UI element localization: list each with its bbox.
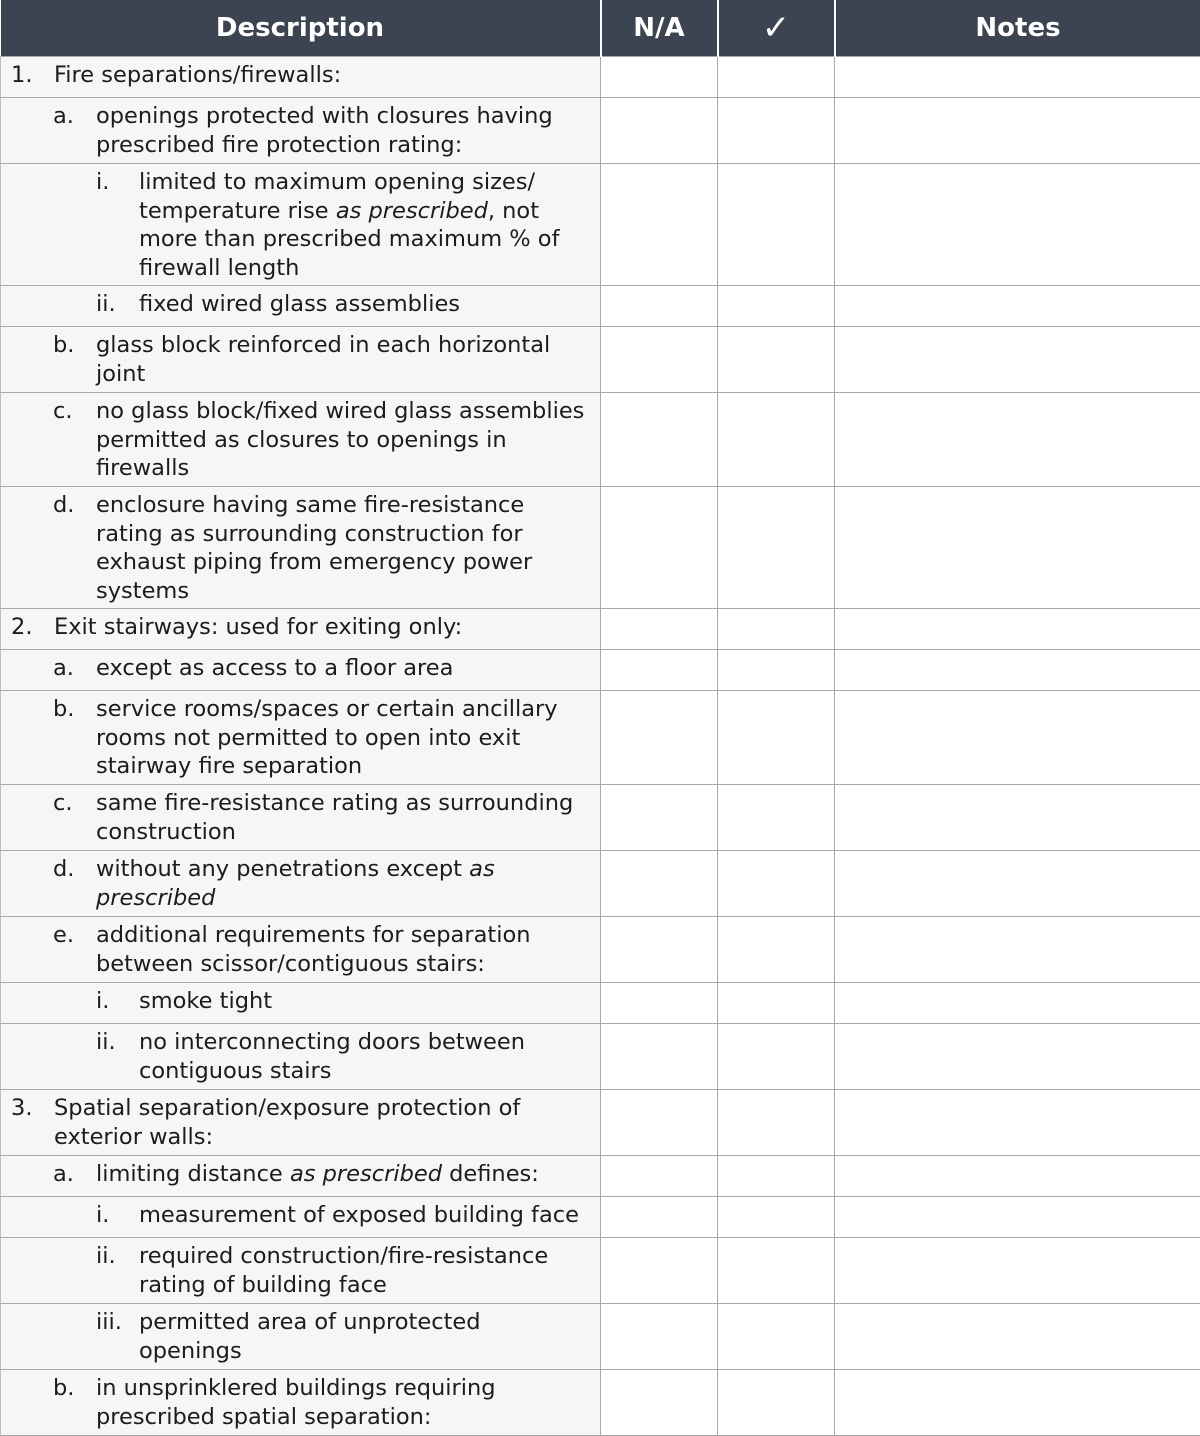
notes-cell[interactable] [835,785,1200,851]
na-cell[interactable] [601,1156,718,1197]
header-row [1,0,1200,57]
na-cell[interactable] [601,983,718,1024]
notes-cell[interactable] [835,1156,1200,1197]
item-description [1,487,601,609]
table-row [1,1156,1200,1197]
item-text-part: additional requirements for separation between scissor/contiguous stairs: [96,922,530,977]
item-text-part: measurement of exposed building face [139,1202,579,1228]
item-text-part: same fire-resistance rating as surrounding construction [96,790,573,845]
na-cell[interactable] [601,164,718,286]
item-number: 1. [11,61,54,90]
item-text-part: defines: [442,1161,539,1187]
na-cell[interactable] [601,57,718,98]
item-description [1,1024,601,1090]
item-description [1,1304,601,1370]
table-row [1,1238,1200,1304]
na-cell[interactable] [601,98,718,164]
na-cell[interactable] [601,1090,718,1156]
item-number: i. [96,1201,139,1230]
notes-cell[interactable] [835,917,1200,983]
item-number: b. [53,695,96,781]
item-description [1,983,601,1024]
notes-cell[interactable] [835,1090,1200,1156]
table-row [1,851,1200,917]
item-text [96,397,600,483]
item-number: b. [53,1374,96,1431]
notes-cell[interactable] [835,327,1200,393]
na-cell[interactable] [601,1024,718,1090]
item-text-italic: as prescribed [290,1161,442,1187]
na-cell[interactable] [601,917,718,983]
item-text-part: limiting distance [96,1161,290,1187]
item-text [54,61,600,90]
check-cell[interactable] [718,487,835,609]
item-text [139,987,600,1016]
check-cell[interactable] [718,393,835,487]
item-description [1,1238,601,1304]
item-text [96,789,600,846]
check-cell[interactable] [718,851,835,917]
item-description [1,1370,601,1436]
item-text-part: no glass block/fixed wired glass assemblies permitted as closures to openings in firewalls [96,398,584,481]
item-text [96,491,600,605]
item-text-part: glass block reinforced in each horizontal joint [96,332,550,387]
item-text-italic: as prescribed [96,856,495,911]
item-description [1,917,601,983]
notes-cell[interactable] [835,609,1200,650]
item-text [139,1242,600,1299]
item-number: a. [53,1160,96,1189]
table-row [1,98,1200,164]
na-cell[interactable] [601,650,718,691]
notes-cell[interactable] [835,1238,1200,1304]
item-number: i. [96,987,139,1016]
item-number: c. [53,397,96,483]
item-text-part: permitted area of unprotected openings [139,1309,481,1364]
item-text-part: without any penetrations except [96,856,469,882]
check-cell[interactable] [718,286,835,327]
na-cell[interactable] [601,691,718,785]
na-cell[interactable] [601,286,718,327]
na-cell[interactable] [601,327,718,393]
item-number: b. [53,331,96,388]
check-cell[interactable] [718,1197,835,1238]
item-text [139,290,600,319]
table-row [1,1024,1200,1090]
check-cell[interactable] [718,785,835,851]
notes-cell[interactable] [835,393,1200,487]
notes-cell[interactable] [835,1197,1200,1238]
item-text [139,168,600,282]
table-row [1,327,1200,393]
item-text-part: in unsprinklered buildings requiring prescribed spatial separation: [96,1375,496,1430]
item-description [1,609,601,650]
item-description [1,286,601,327]
na-cell[interactable] [601,1304,718,1370]
check-cell[interactable] [718,1370,835,1436]
table-row [1,1090,1200,1156]
item-number: ii. [96,290,139,319]
description-header: Description [1,0,601,57]
notes-cell[interactable] [835,57,1200,98]
notes-cell[interactable] [835,164,1200,286]
na-cell[interactable] [601,1370,718,1436]
table-row [1,917,1200,983]
item-number: a. [53,654,96,683]
notes-cell[interactable] [835,286,1200,327]
item-text [54,1094,600,1151]
item-description [1,650,601,691]
table-row [1,286,1200,327]
check-cell[interactable] [718,1090,835,1156]
notes-cell[interactable] [835,1304,1200,1370]
item-text-part: except as access to a floor area [96,655,453,681]
check-header [718,0,835,57]
table-row [1,57,1200,98]
item-number: a. [53,102,96,159]
item-text [96,1374,600,1431]
item-description [1,1090,601,1156]
check-cell[interactable] [718,164,835,286]
item-text-part: fixed wired glass assemblies [139,291,460,317]
check-cell[interactable] [718,327,835,393]
checkmark-icon: ✓ [762,8,791,48]
item-text-part: service rooms/spaces or certain ancillary rooms not permitted to open into exit stairway fire separation [96,696,558,779]
notes-cell[interactable] [835,851,1200,917]
notes-cell[interactable] [835,691,1200,785]
item-description [1,1156,601,1197]
table-row [1,1197,1200,1238]
item-text-part: Exit stairways: used for exiting only: [54,614,462,640]
notes-cell[interactable] [835,983,1200,1024]
item-number: d. [53,855,96,912]
item-description [1,393,601,487]
item-text [139,1028,600,1085]
item-text-part: enclosure having same fire-resistance rating as surrounding construction for exhaust piping from emergency power systems [96,492,532,604]
item-description [1,57,601,98]
table-row [1,983,1200,1024]
item-number: 3. [11,1094,54,1151]
na-cell[interactable] [601,609,718,650]
check-cell[interactable] [718,1024,835,1090]
check-cell[interactable] [718,57,835,98]
item-text [96,695,600,781]
item-text [96,855,600,912]
item-text-italic: as prescribed [336,198,488,224]
check-cell[interactable] [718,650,835,691]
table-row [1,1370,1200,1436]
checklist-body [1,57,1200,1436]
check-cell[interactable] [718,609,835,650]
check-cell[interactable] [718,917,835,983]
notes-cell[interactable] [835,1024,1200,1090]
item-text [96,102,600,159]
table-row [1,393,1200,487]
item-text [139,1201,600,1230]
na-cell[interactable] [601,851,718,917]
item-number: ii. [96,1028,139,1085]
notes-cell[interactable] [835,1370,1200,1436]
table-row [1,164,1200,286]
item-number: iii. [96,1308,139,1365]
item-text-part: no interconnecting doors between contiguous stairs [139,1029,525,1084]
notes-cell[interactable] [835,487,1200,609]
table-row [1,785,1200,851]
check-cell[interactable] [718,98,835,164]
item-description [1,164,601,286]
item-number: i. [96,168,139,282]
item-text-part: openings protected with closures having prescribed fire protection rating: [96,103,553,158]
item-text-part: Spatial separation/exposure protection of exterior walls: [54,1095,520,1150]
item-text [96,921,600,978]
item-description [1,785,601,851]
item-text-part: required construction/fire-resistance rating of building face [139,1243,548,1298]
notes-cell[interactable] [835,98,1200,164]
table-row [1,650,1200,691]
item-text-part: smoke tight [139,988,272,1014]
item-description [1,691,601,785]
item-text [96,654,600,683]
item-number: ii. [96,1242,139,1299]
na-cell[interactable] [601,487,718,609]
table-row [1,609,1200,650]
notes-header: Notes [835,0,1200,57]
item-text-part: , not more than prescribed maximum % of firewall length [139,198,560,281]
check-cell[interactable] [718,983,835,1024]
table-row [1,691,1200,785]
na-cell[interactable] [601,785,718,851]
na-header: N/A [601,0,718,57]
item-number: e. [53,921,96,978]
item-description [1,327,601,393]
item-text [96,331,600,388]
item-description [1,851,601,917]
na-cell[interactable] [601,1238,718,1304]
item-text-part: limited to maximum opening sizes/ temperature rise [139,169,535,224]
item-text [139,1308,600,1365]
item-description [1,98,601,164]
table-row [1,487,1200,609]
na-cell[interactable] [601,1197,718,1238]
item-text [54,613,600,642]
item-text [96,1160,600,1189]
na-cell[interactable] [601,393,718,487]
notes-cell[interactable] [835,650,1200,691]
check-cell[interactable] [718,1304,835,1370]
check-cell[interactable] [718,1156,835,1197]
check-cell[interactable] [718,1238,835,1304]
item-number: 2. [11,613,54,642]
item-number: d. [53,491,96,605]
item-number: c. [53,789,96,846]
table-row [1,1304,1200,1370]
item-text-part: Fire separations/firewalls: [54,62,341,88]
item-description [1,1197,601,1238]
check-cell[interactable] [718,691,835,785]
